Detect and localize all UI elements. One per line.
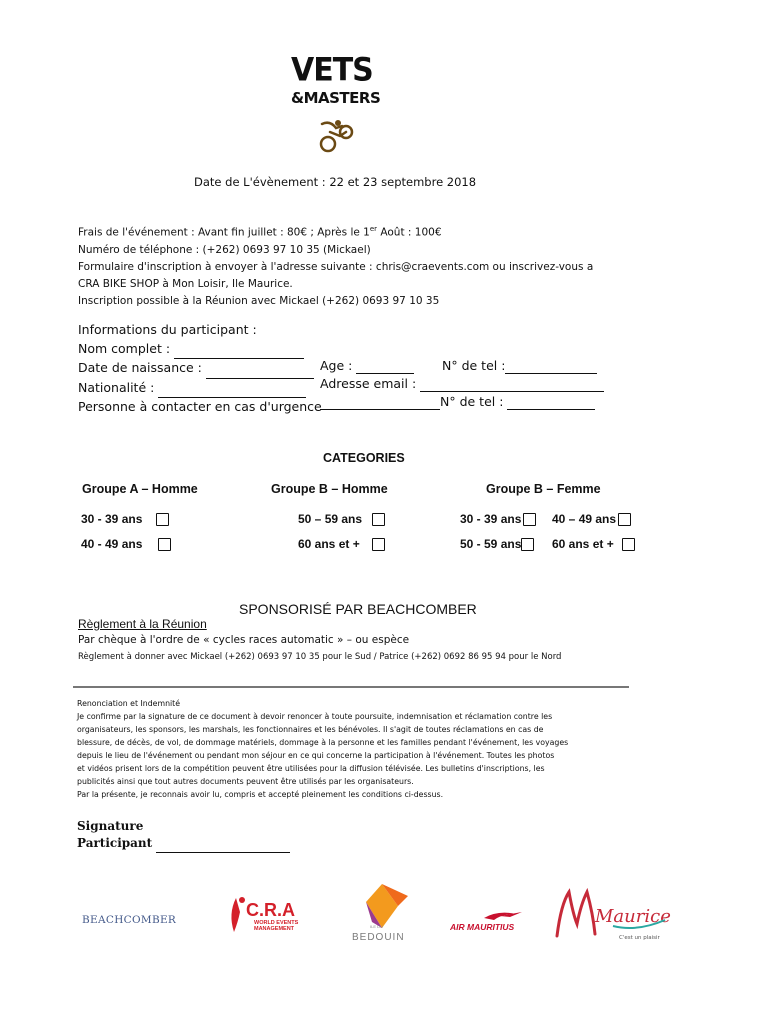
checkbox[interactable]: [622, 538, 635, 551]
payment-line-2: Règlement à donner avec Mickael (+262) 0693 97 10 35 pour le Sud / Patrice (+262) 0692 86 95 94 pour le Nord: [78, 652, 562, 662]
bedouin-text: BEDOUIN: [352, 932, 405, 943]
age-row: Age :: [320, 358, 414, 374]
reunion-line: Inscription possible à la Réunion avec Mickael (+262) 0693 97 10 35: [78, 294, 440, 307]
air-mauritius-text: AIR MAURITIUS: [450, 922, 515, 932]
payment-title: Règlement à la Réunion: [78, 617, 207, 631]
emergency-row: Personne à contacter en cas d'urgence: [78, 399, 322, 414]
form-line-2: CRA BIKE SHOP à Mon Loisir, Ile Maurice.: [78, 277, 293, 290]
phone-row: N° de tel :: [442, 358, 597, 374]
checkbox[interactable]: [372, 513, 385, 526]
event-date: Date de L'évènement : 22 et 23 septembre 2018: [194, 175, 477, 189]
cra-logo: [226, 894, 312, 936]
email-row: Adresse email :: [320, 376, 604, 392]
participant-section: [78, 321, 322, 417]
nationality-row: Nationalité :: [78, 379, 322, 399]
participant-signature-row: Participant: [77, 835, 290, 853]
signature-label: Signature: [77, 819, 144, 833]
group-b-women-title: Groupe B – Femme: [486, 482, 601, 496]
waiver-line: et vidéos prisent lors de la compétition peuvent être utilisées pour la diffusion télévisée. Les bulletins d'inscriptions, les: [77, 764, 545, 773]
beachcomber-logo: BEACHCOMBER: [82, 914, 177, 926]
waiver-section: [77, 697, 617, 801]
option-bf-50-59[interactable]: 50 - 59 ans: [460, 537, 534, 551]
maurice-text: Maurice: [595, 906, 671, 927]
checkbox[interactable]: [158, 538, 171, 551]
checkbox[interactable]: [521, 538, 534, 551]
waiver-line: organisateurs, les sponsors, les marshals, les fonctionnaires et les bénévoles. Il s'agit de toutes réclamations en cas de: [77, 725, 544, 734]
divider: [73, 686, 629, 688]
emergency-phone-field[interactable]: [507, 394, 595, 410]
air-mauritius-logo: [450, 908, 530, 934]
signature-field[interactable]: [156, 835, 290, 853]
bedouin-small-text: ILE DU: [370, 924, 383, 929]
option-bf-40-49[interactable]: 40 – 49 ans: [552, 512, 631, 526]
email-field[interactable]: [420, 376, 604, 392]
sponsor-heading: SPONSORISÉ PAR BEACHCOMBER: [239, 601, 477, 617]
emergency-contact-field[interactable]: [320, 394, 440, 410]
participant-heading: Informations du participant :: [78, 322, 257, 337]
full-name-field[interactable]: [174, 340, 304, 360]
phone-line: Numéro de téléphone : (+262) 0693 97 10 35 (Mickael): [78, 243, 371, 256]
cyclist-icon: [316, 118, 356, 154]
age-field[interactable]: [356, 358, 414, 374]
categories-title: CATEGORIES: [323, 451, 405, 465]
cra-logo-sub1: WORLD EVENTS: [254, 920, 299, 926]
checkbox[interactable]: [156, 513, 169, 526]
full-name-row: Nom complet :: [78, 340, 322, 360]
masters-logo-title: &MASTERS: [291, 89, 381, 107]
checkbox[interactable]: [523, 513, 536, 526]
waiver-line: Je confirme par la signature de ce document à devoir renoncer à toute poursuite, indemnisation et réclamation contre les: [77, 712, 553, 721]
waiver-line: publicités ainsi que tout autres documents peuvent être utilisés par les organisateurs.: [77, 777, 414, 786]
option-a-30-39[interactable]: 30 - 39 ans: [81, 512, 169, 526]
event-info: [78, 221, 593, 310]
waiver-line: blessure, de décès, de vol, de dommage matériels, dommage à la personne et les familles pendant l'événement, les voyages: [77, 738, 569, 747]
maurice-tagline: C'est un plaisir: [619, 935, 660, 941]
form-line-1: Formulaire d'inscription à envoyer à l'adresse suivante : chris@craevents.com ou inscrivez-vous a: [78, 260, 594, 273]
option-bm-50-59[interactable]: 50 – 59 ans: [298, 512, 385, 526]
fees-line: Frais de l'événement : Avant fin juillet : 80€ ; Après le 1er Août : 100€: [78, 225, 442, 239]
signature-block: [77, 818, 290, 853]
birth-date-field[interactable]: [206, 359, 314, 379]
group-b-men-title: Groupe B – Homme: [271, 482, 388, 496]
birth-date-row: Date de naissance :: [78, 359, 322, 379]
option-a-40-49[interactable]: 40 - 49 ans: [81, 537, 171, 551]
option-bf-60-plus[interactable]: 60 ans et +: [552, 537, 635, 551]
waiver-title: Renonciation et Indemnité: [77, 699, 181, 708]
checkbox[interactable]: [372, 538, 385, 551]
nationality-field[interactable]: [158, 379, 306, 399]
option-bm-60-plus[interactable]: 60 ans et +: [298, 537, 385, 551]
group-a-title: Groupe A – Homme: [82, 482, 198, 496]
cra-logo-text: C.R.A: [246, 900, 295, 920]
cra-logo-sub2: MANAGEMENT: [254, 926, 295, 932]
vets-logo-title: VETS: [291, 51, 373, 90]
checkbox[interactable]: [618, 513, 631, 526]
option-bf-30-39[interactable]: 30 - 39 ans: [460, 512, 536, 526]
phone-field[interactable]: [505, 358, 597, 374]
maurice-logo: [553, 884, 671, 944]
bedouin-logo: [352, 882, 412, 946]
waiver-line: depuis le lieu de l'événement ou pendant mon séjour en ce qui concerne la participation à l'événement. Toutes les photos: [77, 751, 555, 760]
waiver-line: Par la présente, je reconnais avoir lu, compris et accepté pleinement les conditions ci-dessus.: [77, 790, 444, 799]
emergency-phone-row: N° de tel :: [320, 394, 595, 410]
payment-line-1: Par chèque à l'ordre de « cycles races automatic » – ou espèce: [78, 634, 410, 646]
